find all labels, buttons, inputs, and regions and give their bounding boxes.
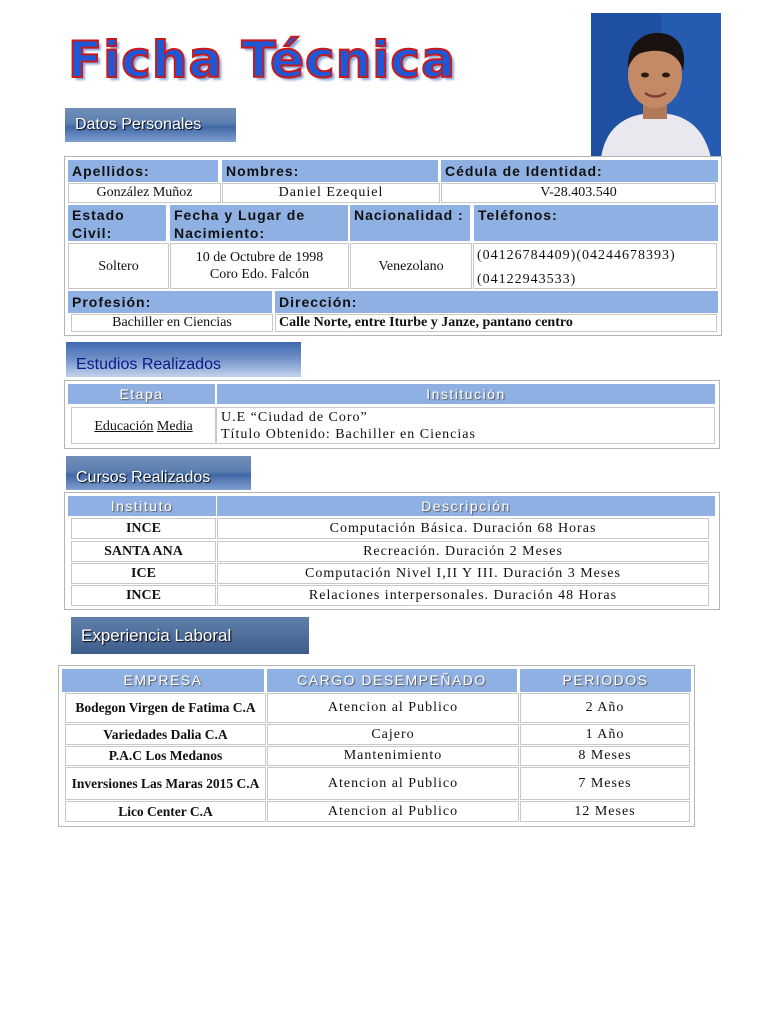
header-descripcion: Descripción [217, 496, 715, 516]
experiencia-empresa: Lico Center C.A [65, 801, 266, 822]
titulo-label: Título Obtenido [221, 427, 326, 442]
etapa-word-2: Media [156, 419, 193, 434]
institucion-nombre: U.E “Ciudad de Coro” [221, 410, 368, 425]
header-periodos: PERIODOS [520, 669, 691, 692]
value-lugar: Coro Edo. Falcón [209, 267, 310, 282]
institucion-titulo [221, 426, 714, 443]
section-header-experiencia: Experiencia Laboral [71, 617, 309, 654]
curso-descripcion: Computación Nivel I,II Y III. Duración 3 Meses [217, 563, 709, 584]
curso-instituto: ICE [71, 563, 216, 584]
value-fecha: 10 de Octubre de 1998 [195, 250, 324, 265]
curso-descripcion: Recreación. Duración 2 Meses [217, 541, 709, 562]
header-empresa: EMPRESA [62, 669, 264, 692]
experiencia-empresa: Variedades Dalia C.A [65, 724, 266, 745]
page-title: Ficha Técnica [68, 31, 456, 89]
experiencia-cargo: Atencion al Publico [267, 693, 519, 723]
value-telefonos [473, 243, 717, 289]
curso-descripcion: Relaciones interpersonales. Duración 48 Horas [217, 585, 709, 606]
value-nombres: Daniel Ezequiel [222, 183, 440, 203]
curso-instituto: INCE [71, 585, 216, 606]
curso-descripcion: Computación Básica. Duración 68 Horas [217, 518, 709, 539]
experiencia-periodo: 2 Año [520, 693, 690, 723]
value-direccion: Calle Norte, entre Iturbe y Janze, pantano centro [275, 314, 717, 332]
section-header-datos-personales: Datos Personales [65, 108, 236, 142]
experiencia-empresa: P.A.C Los Medanos [65, 746, 266, 766]
datos-personales-table [64, 156, 722, 336]
section-header-cursos: Cursos Realizados [66, 456, 251, 490]
header-cargo: CARGO DESEMPEÑADO [267, 669, 517, 692]
estudios-table [64, 380, 720, 449]
value-institucion [216, 407, 715, 444]
header-institucion: Institución [217, 384, 715, 404]
experiencia-periodo: 1 Año [520, 724, 690, 745]
experiencia-periodo: 8 Meses [520, 746, 690, 766]
header-instituto: Instituto [68, 496, 216, 516]
header-etapa: Etapa [68, 384, 215, 404]
value-profesion: Bachiller en Ciencias [71, 314, 273, 332]
telefono-line-1: (04126784409)(04244678393) [477, 248, 676, 263]
experiencia-periodo: 12 Meses [520, 801, 690, 822]
label-telefonos: Teléfonos: [474, 205, 718, 241]
section-header-estudios: Estudios Realizados [66, 342, 301, 377]
value-estado-civil: Soltero [68, 243, 169, 289]
label-nombres: Nombres: [222, 160, 438, 182]
value-etapa [71, 407, 216, 444]
experiencia-cargo: Cajero [267, 724, 519, 745]
value-cedula: V-28.403.540 [441, 183, 716, 203]
value-fecha-lugar [170, 243, 349, 289]
label-nacionalidad: Nacionalidad : [350, 205, 470, 241]
experiencia-periodo: 7 Meses [520, 767, 690, 800]
experiencia-empresa: Bodegon Virgen de Fatima C.A [65, 693, 266, 723]
person-portrait-icon [591, 13, 721, 158]
label-estado-civil: Estado Civil: [68, 205, 166, 241]
etapa-word-1: Educación [94, 419, 154, 434]
profile-photo [591, 13, 721, 158]
label-profesion: Profesión: [68, 291, 272, 313]
experiencia-cargo: Atencion al Publico [267, 801, 519, 822]
telefono-line-2: (04122943533) [477, 272, 577, 287]
label-fecha-lugar: Fecha y Lugar de Nacimiento: [170, 205, 348, 241]
cursos-table [64, 492, 720, 610]
experiencia-empresa: Inversiones Las Maras 2015 C.A [65, 767, 266, 800]
experiencia-table [58, 665, 695, 827]
experiencia-cargo: Atencion al Publico [267, 767, 519, 800]
curso-instituto: SANTA ANA [71, 541, 216, 562]
titulo-value: : Bachiller en Ciencias [325, 427, 476, 442]
value-nacionalidad: Venezolano [350, 243, 472, 289]
label-direccion: Dirección: [275, 291, 718, 313]
curso-instituto: INCE [71, 518, 216, 539]
experiencia-cargo: Mantenimiento [267, 746, 519, 766]
value-apellidos: González Muñoz [68, 183, 221, 203]
label-cedula: Cédula de Identidad: [441, 160, 718, 182]
label-apellidos: Apellidos: [68, 160, 218, 182]
